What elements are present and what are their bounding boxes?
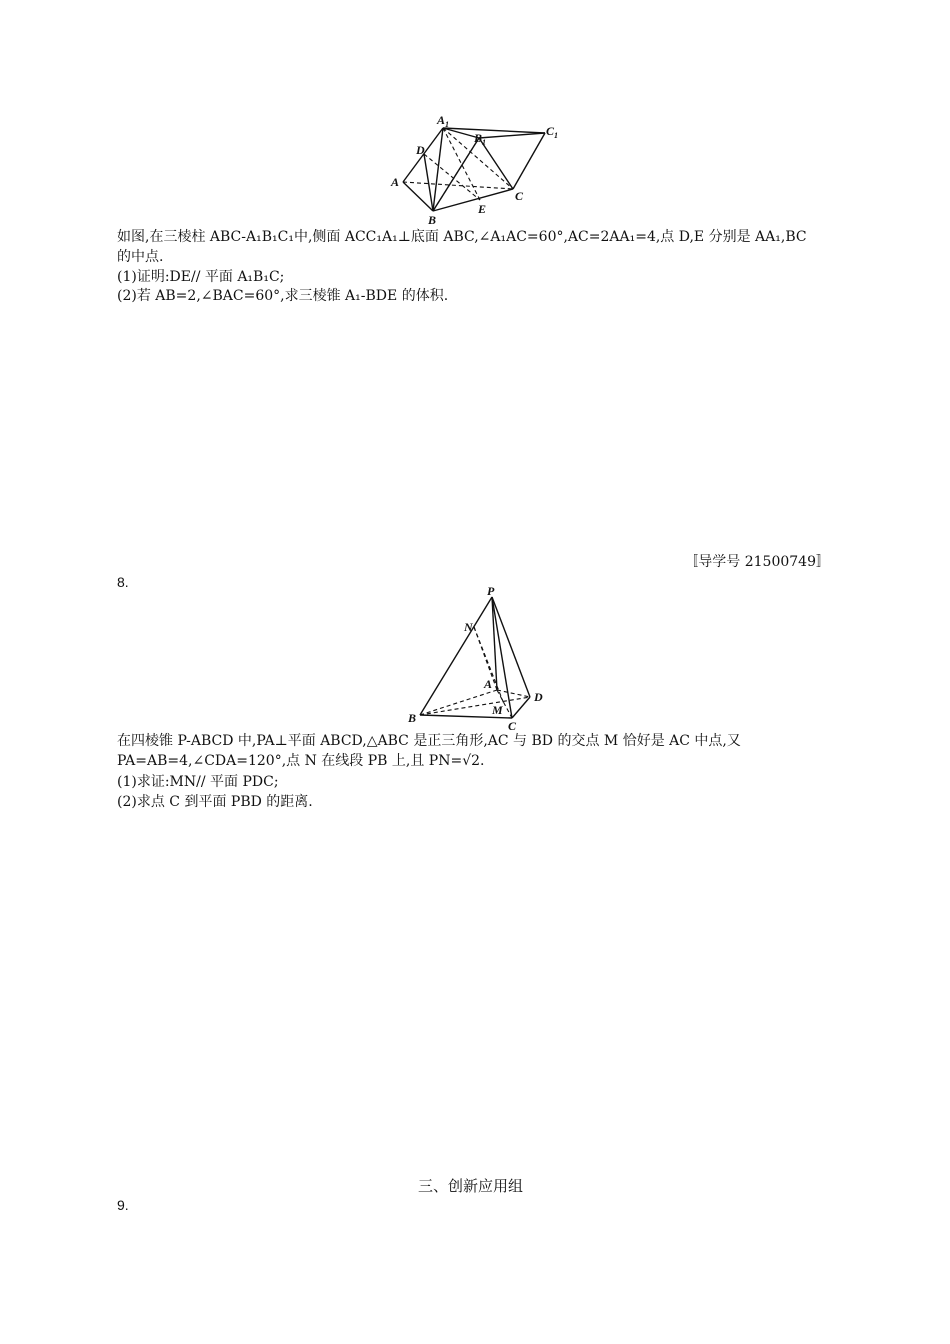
problem8-line1: 在四棱锥 P-ABCD 中,PA⊥平面 ABCD,△ABC 是正三角形,AC 与 BD 的交点 M 恰好是 AC 中点,又 — [117, 733, 741, 749]
edge-ad-dashed — [497, 690, 530, 697]
edge-ac-dashed — [403, 182, 513, 189]
label-n: N — [464, 620, 473, 634]
edge-cd — [512, 697, 530, 718]
reference-number: 〚导学号 21500749〛 — [684, 554, 830, 570]
edge-ba-dashed — [420, 690, 497, 715]
problem8-line2: PA=AB=4,∠CDA=120°,点 N 在线段 PB 上,且 PN=√2. — [117, 753, 485, 769]
label-e: E — [478, 202, 487, 216]
edge-db — [424, 154, 433, 211]
pyramid-figure — [400, 585, 560, 735]
label-m: M — [492, 703, 503, 717]
label-d: D — [534, 690, 543, 704]
label-c: C — [508, 719, 517, 733]
section-title: 三、创新应用组 — [418, 1177, 524, 1195]
problem7-line1: 如图,在三棱柱 ABC-A₁B₁C₁中,侧面 ACC₁A₁⊥底面 ABC,∠A₁AC=60°,AC=2AA₁=4,点 D,E 分别是 AA₁,BC — [117, 229, 807, 245]
problem7-line2: 的中点. — [117, 249, 164, 265]
edge-pb — [420, 597, 492, 715]
label-d: D — [416, 143, 425, 157]
label-a: A — [391, 175, 400, 189]
label-a: A — [484, 677, 493, 691]
edge-pd — [492, 597, 530, 697]
prism-figure — [388, 112, 568, 227]
label-b: B — [408, 711, 417, 725]
problem9-number: 9. — [117, 1197, 129, 1213]
problem7-part2: (2)若 AB=2,∠BAC=60°,求三棱锥 A₁-BDE 的体积. — [117, 288, 449, 304]
edge-de-dashed — [424, 154, 480, 200]
label-c: C — [515, 189, 524, 203]
edge-c1c — [513, 133, 545, 189]
label-b: B — [428, 213, 437, 227]
label-a1: $A_1$ — [437, 113, 450, 129]
edge-bd-dashed — [420, 697, 530, 715]
edge-b1c1 — [479, 133, 545, 138]
problem8-part2: (2)求点 C 到平面 PBD 的距离. — [117, 794, 313, 810]
label-b1: $B_1$ — [474, 131, 487, 147]
problem8-number: 8. — [117, 574, 129, 590]
problem8-part1: (1)求证:MN// 平面 PDC; — [117, 774, 279, 790]
label-c1: $C_1$ — [546, 124, 559, 140]
problem7-part1: (1)证明:DE// 平面 A₁B₁C; — [117, 269, 285, 285]
label-p: P — [487, 585, 495, 598]
